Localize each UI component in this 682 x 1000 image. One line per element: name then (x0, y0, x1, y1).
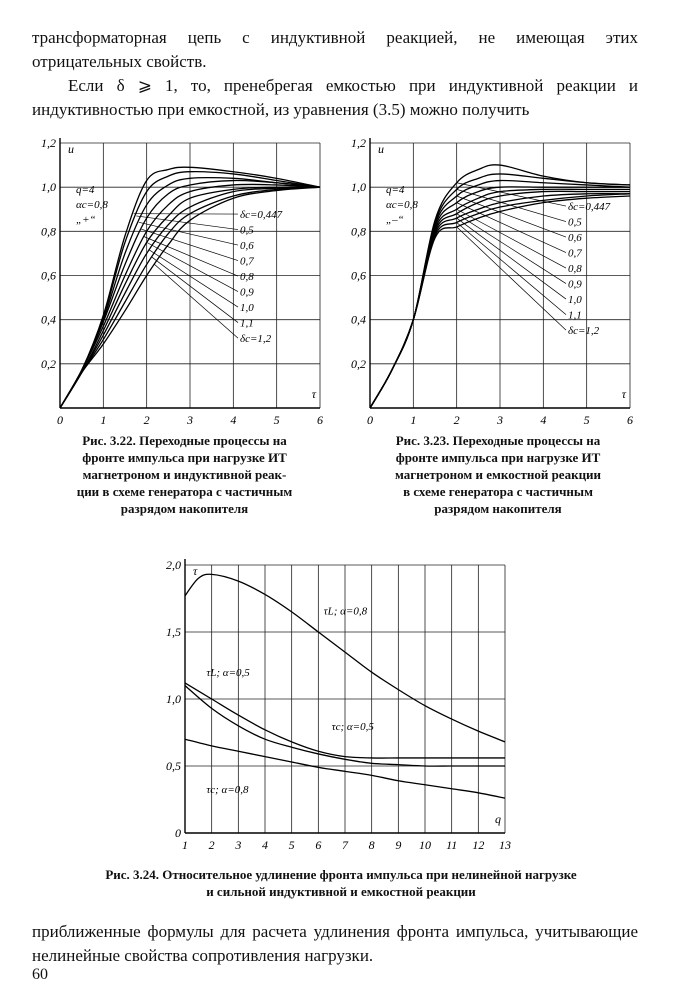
x-tick-label: 2 (208, 838, 215, 852)
closing-paragraph: приближенные формулы для расчета удлинения фронта импульса, учитывающие нелинейные свойства сопротивления нагрузки. (32, 922, 638, 965)
figure-3-24-caption (32, 866, 650, 900)
x-tick-label: 2 (453, 413, 460, 427)
x-tick-label: 5 (288, 838, 295, 852)
leader-line (457, 227, 566, 330)
leader-line (457, 203, 566, 253)
y-axis-label: u (378, 142, 384, 156)
x-tick-label: 3 (187, 413, 193, 427)
caption-line: разрядом накопителя (120, 501, 249, 516)
caption-line: в схеме генератора с частичным (403, 484, 593, 499)
caption-line: разрядом накопителя (434, 501, 562, 516)
y-tick-label: 0,5 (166, 759, 181, 773)
x-tick-label: 3 (235, 838, 242, 852)
x-tick-label: 6 (627, 413, 633, 427)
x-tick-label: 6 (317, 413, 323, 427)
curve-label: 0,9 (568, 278, 582, 291)
y-tick-label: 1,5 (166, 625, 181, 639)
x-tick-label: 1 (182, 838, 188, 852)
curve-label: 1,1 (568, 309, 582, 322)
x-tick-label: 10 (419, 838, 431, 852)
parameter-label: „+“ (76, 214, 96, 227)
figure-3-22-chart (30, 138, 330, 428)
leader-line (457, 218, 566, 299)
caption-line: Рис. 3.24. Относительное удлинение фронта импульса при нелинейной нагрузке (105, 867, 577, 882)
caption-line: Рис. 3.23. Переходные процессы на (395, 433, 601, 448)
x-tick-label: 0 (367, 413, 373, 427)
x-tick-label: 4 (540, 413, 547, 427)
curve-label: 0,7 (568, 247, 582, 260)
caption-line: магнетроном и емкостной реакции (394, 467, 602, 482)
curve-label: 0,6 (240, 240, 254, 253)
figure-3-22-caption (42, 432, 327, 517)
curve-label: 1,0 (568, 294, 582, 307)
x-tick-label: 0 (57, 413, 63, 427)
curve-label: 0,5 (568, 216, 582, 229)
intro-text (32, 26, 638, 74)
x-tick-label: 12 (472, 838, 485, 852)
x-tick-label: 13 (499, 838, 511, 852)
x-tick-label: 3 (497, 413, 503, 427)
intro-line-1: трансформаторная цепь с индуктивной реакцией, не имеющая этих (32, 28, 638, 47)
formula-intro-paragraph: Если δ ⩾ 1, то, пренебрегая емкостью при индуктивной реакции и индуктивностью при емкостной, из уравнения (3.5) можно получить (32, 76, 638, 119)
parameter-label: q=4 (76, 184, 95, 197)
curve-label: 0,8 (240, 271, 254, 284)
parameter-label: q=4 (386, 184, 405, 197)
y-tick-label: 0,2 (351, 356, 366, 371)
y-tick-label: 1,0 (166, 692, 181, 706)
figure-3-24-chart (150, 555, 520, 860)
x-tick-label: 1 (410, 413, 417, 427)
caption-line: Рис. 3.22. Переходные процессы на (82, 433, 287, 448)
x-tick-label: 2 (143, 413, 150, 427)
curve-label: τc; α=0,8 (206, 783, 249, 796)
curve-label: τc; α=0,5 (331, 720, 374, 733)
leader-line (457, 214, 566, 284)
caption-line: ции в схеме генератора с частичным (76, 484, 293, 499)
curve-label: 1,0 (240, 302, 254, 315)
y-tick-label: 1,2 (41, 138, 56, 150)
figure-3-23-chart (340, 138, 640, 428)
y-tick-label: 0,6 (41, 268, 56, 283)
leader-line (457, 209, 566, 268)
page-number: 60 (32, 966, 48, 983)
parameter-label: αc=0,8 (76, 199, 108, 212)
x-axis-label: τ (311, 387, 316, 401)
x-tick-label: 9 (395, 838, 402, 852)
leader-line (152, 257, 238, 323)
y-tick-label: 0 (175, 826, 181, 840)
y-tick-label: 0,6 (351, 268, 366, 283)
leader-line (136, 216, 238, 230)
y-tick-label: 0,2 (41, 356, 56, 371)
curve-label: τL; α=0,8 (323, 605, 368, 618)
curve-label: 0,5 (240, 224, 254, 237)
curve-label: δc=1,2 (568, 325, 600, 338)
y-tick-label: 1,0 (351, 180, 366, 195)
leader-line (139, 222, 238, 245)
x-tick-label: 8 (368, 838, 375, 852)
curve-label: δc=0,447 (240, 209, 283, 222)
curve-label: τL; α=0,5 (206, 667, 250, 680)
x-axis-label: τ (621, 387, 626, 401)
leader-line (457, 223, 566, 315)
curve-label: 0,9 (240, 286, 254, 299)
x-tick-label: 5 (273, 413, 280, 427)
leader-line (147, 242, 238, 291)
y-tick-label: 1,0 (41, 180, 56, 195)
y-tick-label: 0,8 (351, 224, 366, 239)
y-tick-label: 0,4 (351, 312, 366, 327)
x-tick-label: 4 (230, 413, 237, 427)
y-tick-label: 0,4 (41, 312, 56, 327)
caption-line: фронте импульса при нагрузке ИТ (395, 450, 601, 465)
caption-line: фронте импульса при нагрузке ИТ (82, 450, 287, 465)
y-axis-label: u (68, 142, 74, 156)
curve-label: 1,1 (240, 317, 254, 330)
curve-label: δc=0,447 (568, 201, 611, 214)
parameter-label: „–“ (386, 214, 404, 227)
x-axis-label: q (495, 812, 501, 826)
x-tick-label: 4 (262, 838, 268, 852)
curve-label: δc=1,2 (240, 333, 272, 346)
curve-label: 0,7 (240, 255, 254, 268)
figure-3-23-caption (352, 432, 644, 517)
caption-line: и сильной индуктивной и емкостной реакции (206, 884, 476, 899)
x-tick-label: 1 (100, 413, 107, 427)
x-tick-label: 6 (315, 838, 322, 852)
intro-line-2: отрицательных свойств. (32, 52, 207, 71)
x-tick-label: 7 (342, 838, 348, 852)
parameter-label: αc=0,8 (386, 199, 418, 212)
x-tick-label: 5 (583, 413, 590, 427)
caption-line: магнетроном и индуктивной реак- (82, 467, 287, 482)
curve-label: 0,6 (568, 232, 582, 245)
y-tick-label: 2,0 (166, 558, 181, 572)
y-tick-label: 0,8 (41, 224, 56, 239)
curve-label: 0,8 (568, 263, 582, 276)
x-tick-label: 11 (446, 838, 458, 852)
y-tick-label: 1,2 (351, 138, 366, 150)
y-axis-label: τ (193, 564, 198, 578)
